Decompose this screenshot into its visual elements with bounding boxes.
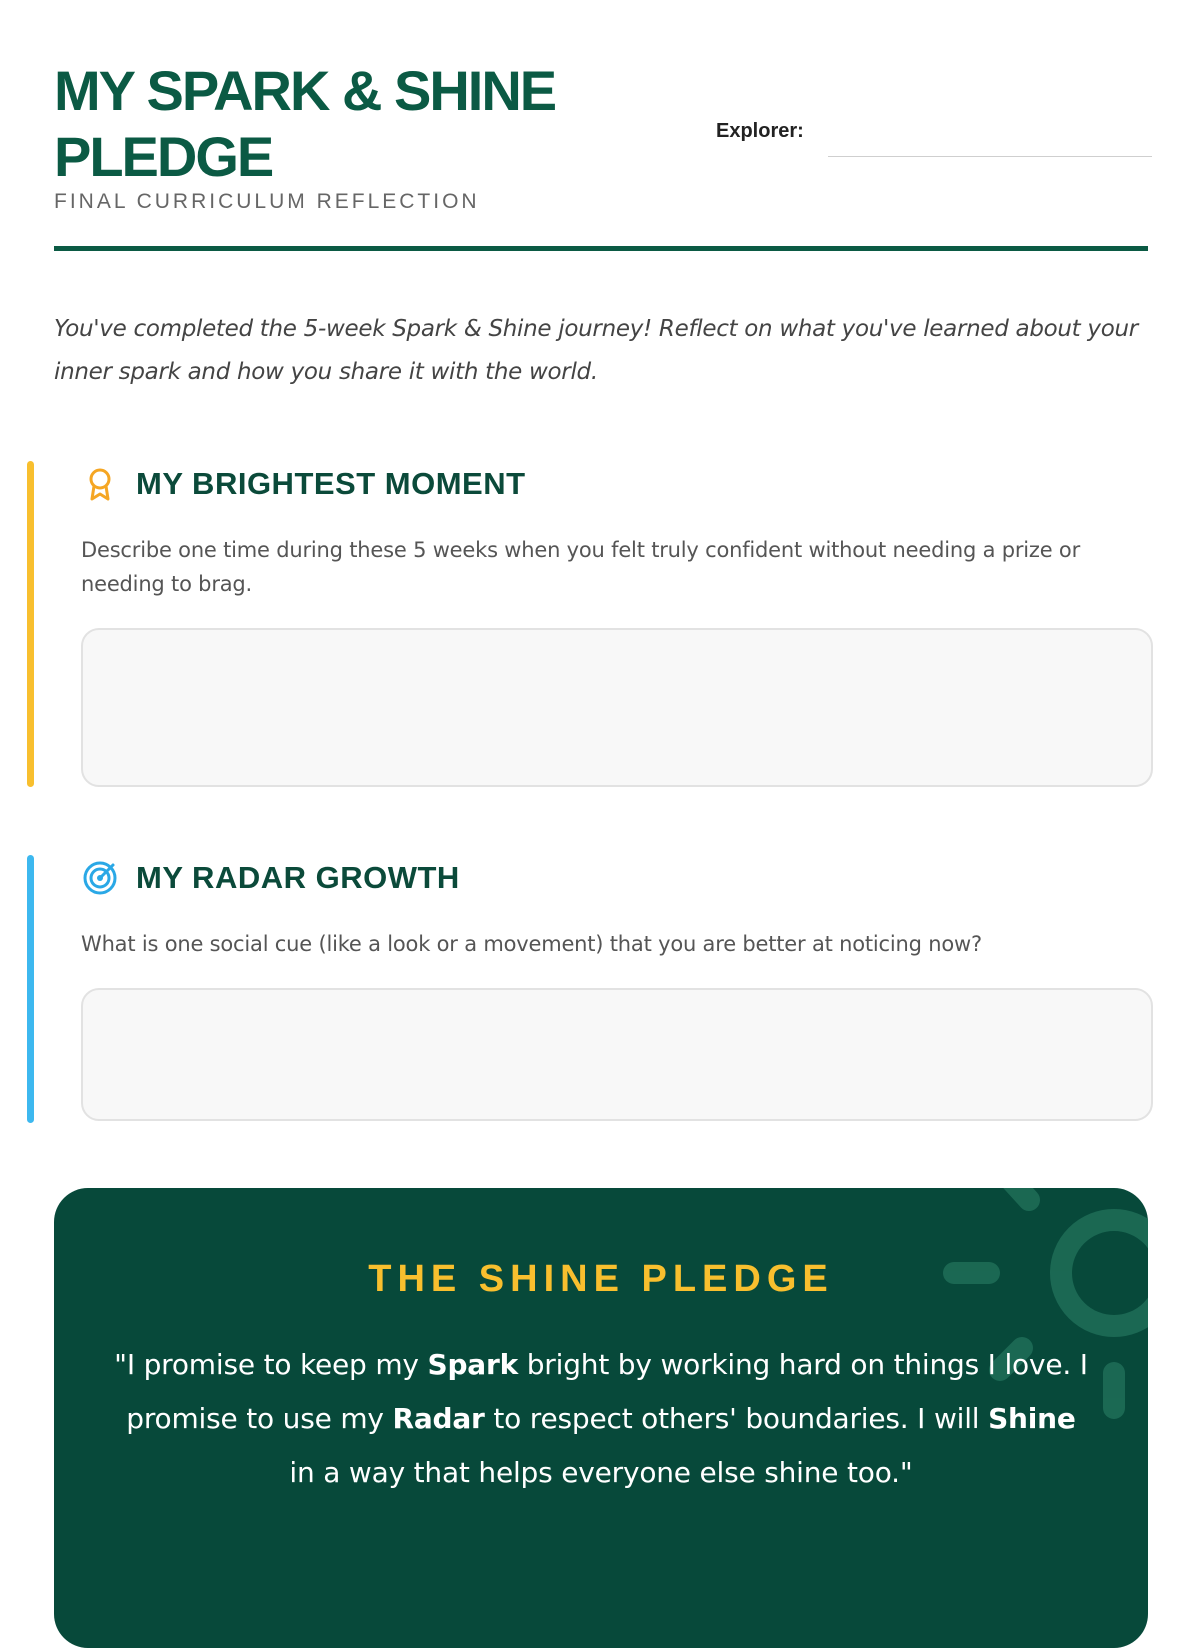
section-accent-bar xyxy=(27,855,34,1123)
radar-growth-section xyxy=(27,855,1175,1125)
explorer-name-input[interactable] xyxy=(828,128,1152,157)
section-prompt: What is one social cue (like a look or a movement) that you are better at noticing now? xyxy=(81,932,982,956)
page-subtitle: FINAL CURRICULUM REFLECTION xyxy=(54,190,480,213)
section-header xyxy=(82,461,526,507)
brightest-moment-answer[interactable] xyxy=(81,628,1153,787)
intro-text: You've completed the 5-week Spark & Shine journey! Reflect on what you've learned about your inner spark and how you share it with the world. xyxy=(54,316,1138,385)
explorer-field-group xyxy=(716,116,1146,156)
shine-pledge-card xyxy=(54,1188,1148,1648)
pledge-keyword-shine: Shine xyxy=(988,1402,1076,1435)
radar-growth-answer[interactable] xyxy=(81,988,1153,1121)
radar-icon xyxy=(82,860,118,896)
pledge-text-part: to respect others' boundaries. I will xyxy=(484,1402,989,1435)
section-title: MY RADAR GROWTH xyxy=(136,860,460,895)
section-title: MY BRIGHTEST MOMENT xyxy=(136,466,526,501)
pledge-keyword-spark: Spark xyxy=(427,1348,519,1381)
pledge-text xyxy=(114,1338,1088,1500)
pledge-text-part: in a way that helps everyone else shine too." xyxy=(289,1456,913,1489)
explorer-label: Explorer: xyxy=(716,120,804,142)
pledge-title: THE SHINE PLEDGE xyxy=(368,1258,834,1300)
header-divider xyxy=(54,246,1148,251)
pledge-text-part: "I promise to keep my xyxy=(114,1348,428,1381)
section-prompt: Describe one time during these 5 weeks when you felt truly confident without needing a prize or needing to brag. xyxy=(81,538,1081,596)
section-header xyxy=(82,855,460,901)
section-accent-bar xyxy=(27,461,34,787)
award-ribbon-icon xyxy=(82,466,118,502)
pledge-text-part: bright by working hard on things I love. I promise to use my xyxy=(126,1348,1088,1435)
pledge-keyword-radar: Radar xyxy=(392,1402,485,1435)
brightest-moment-section xyxy=(27,461,1175,791)
page-title: MY SPARK & SHINE PLEDGE xyxy=(54,59,556,188)
